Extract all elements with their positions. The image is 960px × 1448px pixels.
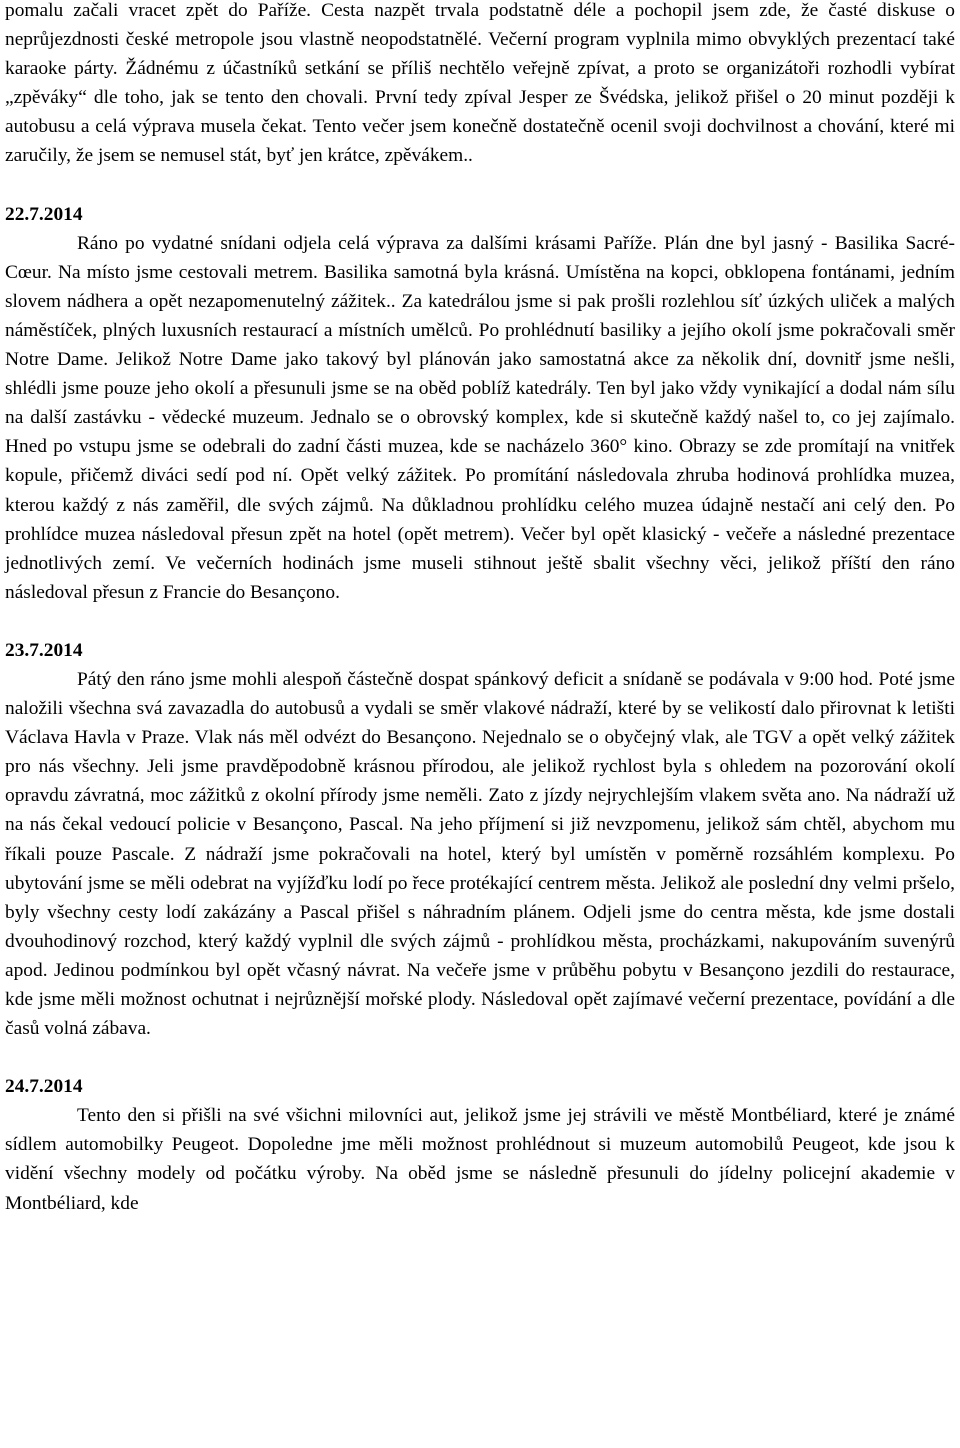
diary-entry-23-7 bbox=[5, 636, 955, 1043]
intro-paragraph: pomalu začali vracet zpět do Paříže. Cesta nazpět trvala podstatně déle a pochopil jsem zde, že časté diskuse o neprůjezdnosti české metropole jsou vlastně neopodstatnělé. Večerní program vyplnila mimo obvyklých prezentací také karaoke párty. Žádnému z účastníků setkání se příliš nechtělo veřejně zpívat, a proto se organizátoři rozhodli vybírat „zpěváky“ dle toho, jak se tento den chovali. První tedy zpíval Jesper ze Švédska, jelikož přišel o 20 minut později k autobusu a celá výprava musela čekat. Tento večer jsem konečně dostatečně ocenil svoji dochvilnost a chování, které mi zaručily, že jsem se nemusel stát, byť jen krátce, zpěvákem.. bbox=[5, 0, 955, 167]
entry-date: 22.7.2014 bbox=[5, 203, 83, 225]
entry-date: 23.7.2014 bbox=[5, 639, 83, 661]
diary-entry-22-7 bbox=[5, 200, 955, 607]
diary-entry-24-7 bbox=[5, 1072, 955, 1217]
entry-text: Tento den si přišli na své všichni milovníci aut, jelikož jsme jej strávili ve městě Montbéliard, které je známé sídlem automobilky Peugeot. Dopoledne jme měli možnost prohlédnout si muzeum automobilů Peugeot, kde jsou k vidění všechny modely od počátku výroby. Na oběd jsme se následně přesunuli do jídelny policejní akademie v Montbéliard, kde bbox=[5, 1105, 955, 1214]
entry-text: Pátý den ráno jsme mohli alespoň částečně dospat spánkový deficit a snídaně se podávala v 9:00 hod. Poté jsme naložili všechna svá zavazadla do autobusů a vydali se směr vlakové nádraží, které by se velikostí dalo přirovnat k letišti Václava Havla v Praze. Vlak nás měl odvézt do Besançono. Nejednalo se o obyčejný vlak, ale TGV a opět velký zážitek pro nás všechny. Jeli jsme pravděpodobně krásnou přírodou, ale jelikož rychlost byla s ohledem na pozorování okolí opravdu závratná, moc zážitků z okolní přírody jsme neměli. Zato z jízdy nejrychlejším vlakem světa ano. Na nádraží už na nás čekal vedoucí policie v Besançono, Pascal. Na jeho příjmení si již nevzpomenu, jelikož sám chtěl, abychom mu říkali pouze Pascale. Z nádraží jsme pokračovali na hotel, který byl umístěn v poměrně rozsáhlém komplexu. Po ubytování jsme se měli odebrat na vyjížďku lodí po řece protékající centrem města. Jelikož ale poslední dny velmi pršelo, byly všechny cesty lodí zakázány a Pascal přišel s náhradním plánem. Odjeli jsme do centra města, kde jsme dostali dvouhodinový rozchod, který každý vyplnil dle svých zájmů - prohlídkou města, procházkami, nakupováním suvenýrů apod. Jedinou podmínkou byl opět včasný návrat. Na večeře jsme v průběhu pobytu v Besançono jezdili do restaurace, kde jsme měli možnost ochutnat i nejrůznější mořské plody. Následoval opět zajímavé večerní prezentace, povídání a dle časů volná zábava. bbox=[5, 668, 955, 1040]
entry-date: 24.7.2014 bbox=[5, 1076, 83, 1098]
entry-text: Ráno po vydatné snídani odjela celá výprava za dalšími krásami Paříže. Plán dne byl jasný - Basilika Sacré-Cœur. Na místo jsme cestovali metrem. Basilika samotná byla krásná. Umístěna na kopci, obklopena fontánami, jedním slovem nádhera a opět nezapomenutelný zážitek.. Za katedrálou jsme si pak prošli rozlehlou síť úzkých uliček a malých náměstíček, plných luxusních restaurací a místních umělců. Po prohlédnutí basiliky a jejího okolí jsme pokračovali směr Notre Dame. Jelikož Notre Dame jako takový byl plánován jako samostatná akce za několik dní, dovnitř jsme nešli, shlédli jsme pouze jeho okolí a přesunuli jsme se na oběd poblíž katedrály. Ten byl jako vždy vynikající a dodal nám sílu na další zastávku - vědecké muzeum. Jednalo se o obrovský komplex, kde si skutečně každý našel to, co jej zajímalo. Hned po vstupu jsme se odebrali do zadní části muzea, kde se nacházelo 360° kino. Obrazy se zde promítají na vnitřek kopule, přičemž diváci sedí pod ní. Opět velký zážitek. Po promítání následovala zhruba hodinová prohlídka muzea, kterou každý z nás zaměřil, dle svých zájmů. Na důkladnou prohlídku celého muzea údajně nestačí ani celý den. Po prohlídce muzea následoval přesun zpět na hotel (opět metrem). Večer byl opět klasický - večeře a následné prezentace jednotlivých zemí. Ve večerních hodinách jsme museli stihnout ještě sbalit všechny věci, jelikož příští den ráno následoval přesun z Francie do Besançono. bbox=[5, 232, 955, 603]
document-page bbox=[5, 0, 955, 1218]
